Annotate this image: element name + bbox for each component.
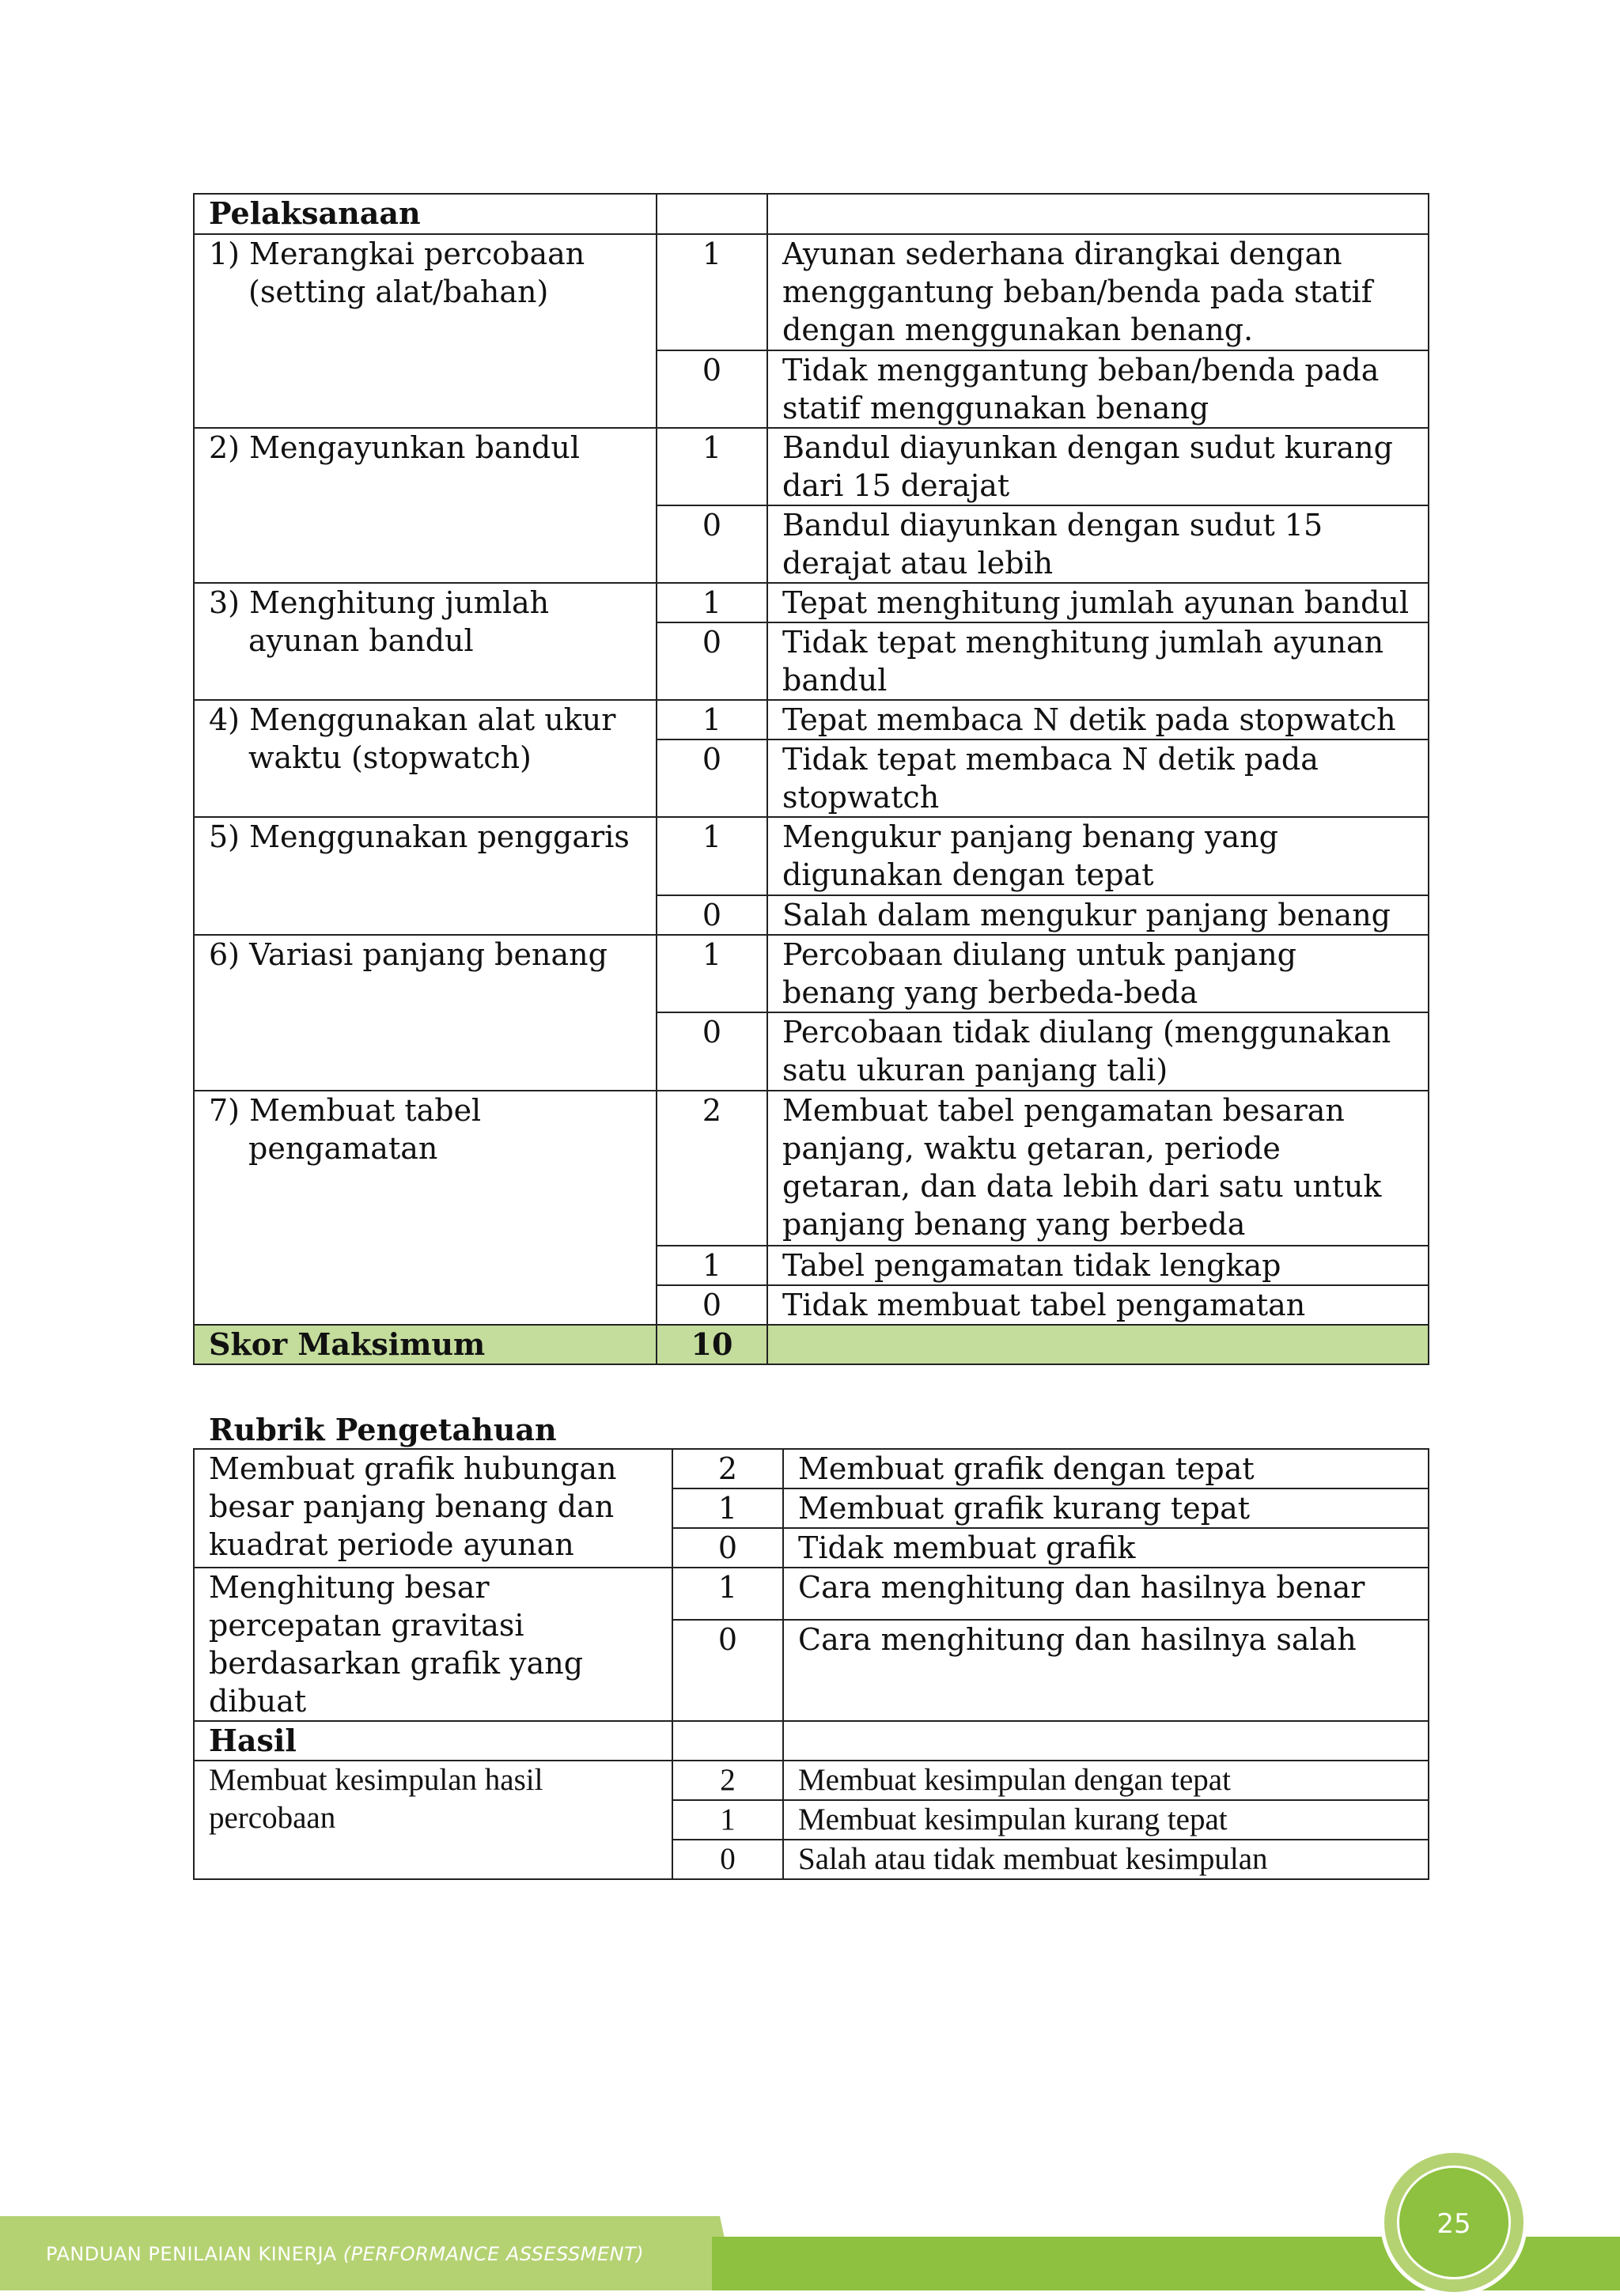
description-cell: Tidak menggantung beban/benda pada statif menggunakan benang [767, 350, 1429, 428]
score-cell: 0 [672, 1840, 783, 1879]
score-cell: 1 [657, 234, 767, 350]
description-cell: Membuat grafik dengan tepat [783, 1449, 1429, 1488]
description-cell: Membuat kesimpulan kurang tepat [783, 1800, 1429, 1840]
description-cell: Cara menghitung dan hasilnya benar [783, 1568, 1429, 1620]
score-cell: 1 [672, 1488, 783, 1528]
description-cell: Cara menghitung dan hasilnya salah [783, 1620, 1429, 1721]
description-cell: Percobaan tidak diulang (menggunakan satu ukuran panjang tali) [767, 1012, 1429, 1091]
table-row [194, 935, 1429, 1012]
description-cell: Membuat tabel pengamatan besaran panjang, waktu getaran, periode getaran, dan data lebih dari satu untuk panjang benang yang berbeda [767, 1091, 1429, 1246]
description-cell: Ayunan sederhana dirangkai dengan menggantung beban/benda pada statif dengan menggunakan benang. [767, 234, 1429, 350]
pengetahuan-rubric-table [193, 1448, 1429, 1880]
table-row [194, 234, 1429, 350]
score-cell: 1 [657, 817, 767, 895]
score-cell: 0 [672, 1528, 783, 1568]
criterion-cell: 6) Variasi panjang benang [194, 935, 657, 1091]
score-cell: 1 [657, 935, 767, 1012]
description-cell: Membuat kesimpulan dengan tepat [783, 1761, 1429, 1800]
description-cell: Tabel pengamatan tidak lengkap [767, 1246, 1429, 1285]
rubrik-pengetahuan-title: Rubrik Pengetahuan [209, 1412, 557, 1447]
description-cell: Mengukur panjang benang yang digunakan dengan tepat [767, 817, 1429, 895]
description-cell: Tidak tepat menghitung jumlah ayunan bandul [767, 622, 1429, 700]
description-cell: Membuat grafik kurang tepat [783, 1488, 1429, 1528]
criterion-cell: Membuat grafik hubungan besar panjang benang dan kuadrat periode ayunan [194, 1449, 672, 1568]
pelaksanaan-rubric-table [193, 193, 1429, 1365]
table-row [194, 1091, 1429, 1246]
score-cell: 1 [657, 583, 767, 622]
description-cell: Salah atau tidak membuat kesimpulan [783, 1840, 1429, 1879]
table-row [194, 1761, 1429, 1800]
section-header: Pelaksanaan [194, 194, 657, 234]
page-number: 25 [1436, 2208, 1471, 2240]
description-cell: Tepat membaca N detik pada stopwatch [767, 700, 1429, 739]
score-cell: 0 [657, 622, 767, 700]
score-cell: 0 [657, 895, 767, 935]
description-cell: Tidak membuat grafik [783, 1528, 1429, 1568]
table-row [194, 583, 1429, 622]
table-row [194, 1449, 1429, 1488]
score-cell: 0 [657, 739, 767, 817]
table-row [194, 1568, 1429, 1620]
score-cell: 0 [672, 1620, 783, 1721]
criterion-cell: 1) Merangkai percobaan (setting alat/bahan) [194, 234, 657, 428]
total-label: Skor Maksimum [194, 1325, 657, 1364]
criterion-cell: 7) Membuat tabel pengamatan [194, 1091, 657, 1325]
table-row [194, 428, 1429, 505]
score-cell: 1 [672, 1800, 783, 1840]
table-row [194, 700, 1429, 739]
criterion-cell: 5) Menggunakan penggaris [194, 817, 657, 935]
footer-title: PANDUAN PENILAIAN KINERJA (PERFORMANCE ASSESSMENT) [46, 2243, 645, 2265]
criterion-cell: 3) Menghitung jumlah ayunan bandul [194, 583, 657, 700]
score-cell: 1 [672, 1568, 783, 1620]
description-cell: Bandul diayunkan dengan sudut kurang dari 15 derajat [767, 428, 1429, 505]
score-cell: 0 [657, 350, 767, 428]
description-cell: Tidak tepat membaca N detik pada stopwatch [767, 739, 1429, 817]
description-cell: Tepat menghitung jumlah ayunan bandul [767, 583, 1429, 622]
description-cell: Salah dalam mengukur panjang benang [767, 895, 1429, 935]
table-header-row [194, 194, 1429, 234]
score-cell: 0 [657, 505, 767, 583]
table-row [194, 817, 1429, 895]
score-cell: 0 [657, 1285, 767, 1325]
total-row [194, 1325, 1429, 1364]
score-cell: 0 [657, 1012, 767, 1091]
criterion-cell: Membuat kesimpulan hasil percobaan [194, 1761, 672, 1879]
score-cell: 1 [657, 428, 767, 505]
score-cell: 1 [657, 700, 767, 739]
criterion-cell: 4) Menggunakan alat ukur waktu (stopwatch) [194, 700, 657, 817]
score-cell: 2 [672, 1761, 783, 1800]
total-value: 10 [657, 1325, 767, 1364]
score-cell: 2 [672, 1449, 783, 1488]
description-cell: Bandul diayunkan dengan sudut 15 derajat atau lebih [767, 505, 1429, 583]
criterion-cell: 2) Mengayunkan bandul [194, 428, 657, 583]
table-header-row [194, 1721, 1429, 1761]
description-cell: Percobaan diulang untuk panjang benang yang berbeda-beda [767, 935, 1429, 1012]
score-cell: 1 [657, 1246, 767, 1285]
criterion-cell: Menghitung besar percepatan gravitasi berdasarkan grafik yang dibuat [194, 1568, 672, 1721]
hasil-header: Hasil [194, 1721, 672, 1761]
description-cell: Tidak membuat tabel pengamatan [767, 1285, 1429, 1325]
score-cell: 2 [657, 1091, 767, 1246]
